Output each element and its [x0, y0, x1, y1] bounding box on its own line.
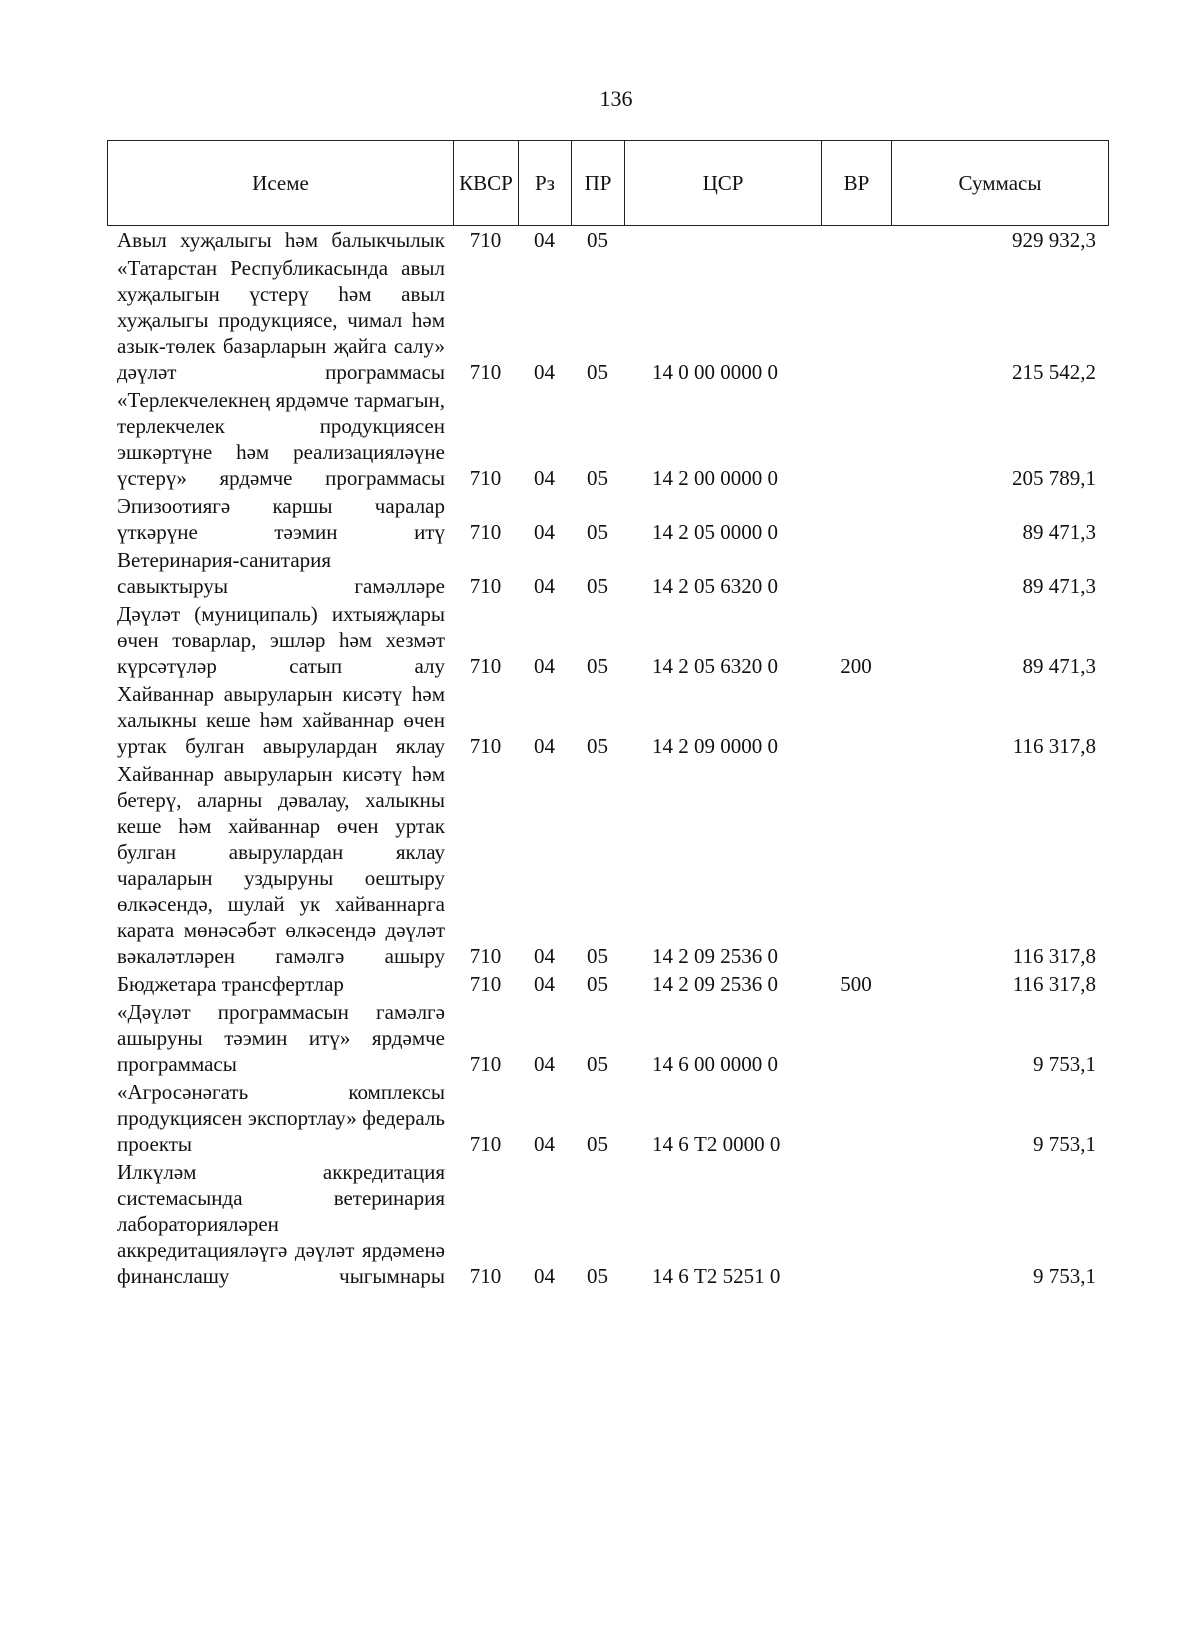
header-rz: Рз [519, 141, 572, 226]
table-row [107, 759, 1108, 969]
cell-name: «Дәүләт программасын гамәлгә ашыруны тәэмин итү» ярдәмче программасы [117, 1000, 445, 1076]
cell-csr: 14 2 00 0000 0 [652, 466, 778, 490]
cell-name: «Агросәнәгать комплексы продукциясен экспортлау» федераль проекты [117, 1080, 445, 1156]
cell-vr [821, 1157, 891, 1289]
cell-sum: 215 542,2 [1012, 360, 1096, 384]
cell-kvsr: 710 [469, 1132, 502, 1156]
header-name: Исеме [108, 141, 454, 226]
cell-rz: 04 [534, 574, 555, 598]
cell-vr: 500 [840, 972, 872, 996]
page-number: 136 [599, 86, 633, 111]
cell-csr: 14 6 00 0000 0 [652, 1052, 778, 1076]
cell-pr: 05 [587, 944, 608, 968]
cell-vr [821, 385, 891, 491]
cell-name: «Терлекчелекнең ярдәмче тармагын, терлекчелек продукциясен эшкәртүне һәм реализацияләүне үстерү» ярдәмче программасы [117, 388, 445, 490]
budget-table-body [107, 227, 1108, 1289]
cell-rz: 04 [534, 654, 555, 678]
cell-name: «Татарстан Республикасында авыл хуҗалыгын үстерү һәм авыл хуҗалыгы продукциясе, чимал һәм азык-төлек базарларын җайга салу» дәүләт программасы [117, 256, 445, 384]
cell-vr [821, 253, 891, 385]
table-row [107, 969, 1108, 997]
cell-sum: 9 753,1 [1033, 1264, 1096, 1288]
table-row [107, 491, 1108, 545]
cell-pr: 05 [587, 466, 608, 490]
cell-rz: 04 [534, 734, 555, 758]
cell-kvsr: 710 [469, 574, 502, 598]
cell-name: Хайваннар авыруларын кисәтү һәм бетерү, аларны дәвалау, халыкны кеше һәм хайваннар өчен уртак булган авырулардан яклау чараларын уздыруны оештыру өлкәсендә, шулай ук хайваннарга карата мөнәсәбәт өлкәсендә дәүләт вәкаләтләрен гамәлгә ашыру [117, 762, 445, 968]
table-row [107, 545, 1108, 599]
cell-sum: 116 317,8 [1012, 972, 1096, 996]
cell-csr: 14 2 05 6320 0 [652, 654, 778, 678]
header-sum: Суммасы [892, 141, 1109, 226]
cell-name: Эпизоотиягә каршы чаралар үткәрүне тәэмин итү [117, 494, 445, 544]
cell-csr: 14 6 Т2 0000 0 [652, 1132, 781, 1156]
cell-sum: 9 753,1 [1033, 1052, 1096, 1076]
cell-csr: 14 6 Т2 5251 0 [652, 1264, 781, 1288]
table-row [107, 1157, 1108, 1289]
cell-csr: 14 2 05 6320 0 [652, 574, 778, 598]
cell-sum: 9 753,1 [1033, 1132, 1096, 1156]
cell-rz: 04 [534, 972, 555, 996]
cell-vr [821, 679, 891, 759]
cell-csr: 14 2 05 0000 0 [652, 520, 778, 544]
cell-name: Дәүләт (муниципаль) ихтыяҗлары өчен товарлар, эшләр һәм хезмәт күрсәтүләр сатып алу [117, 602, 445, 678]
budget-table [107, 227, 1108, 1289]
cell-name: Ветеринария-санитария савыктыруы гамәлләре [117, 548, 445, 598]
cell-kvsr: 710 [469, 228, 502, 252]
table-row [107, 385, 1108, 491]
cell-kvsr: 710 [469, 1264, 502, 1288]
table-row [107, 679, 1108, 759]
cell-rz: 04 [534, 1132, 555, 1156]
cell-pr: 05 [587, 1132, 608, 1156]
cell-rz: 04 [534, 360, 555, 384]
cell-vr [821, 545, 891, 599]
cell-kvsr: 710 [469, 466, 502, 490]
cell-pr: 05 [587, 1052, 608, 1076]
cell-kvsr: 710 [469, 972, 502, 996]
cell-rz: 04 [534, 228, 555, 252]
cell-sum: 205 789,1 [1012, 466, 1096, 490]
cell-kvsr: 710 [469, 654, 502, 678]
cell-pr: 05 [587, 574, 608, 598]
cell-sum: 929 932,3 [1012, 228, 1096, 252]
cell-vr [821, 227, 891, 253]
table-row [107, 599, 1108, 679]
header-pr: ПР [572, 141, 625, 226]
cell-pr: 05 [587, 228, 608, 252]
cell-name: Хайваннар авыруларын кисәтү һәм халыкны кеше һәм хайваннар өчен уртак булган авырулардан яклау [117, 682, 445, 758]
cell-kvsr: 710 [469, 360, 502, 384]
cell-rz: 04 [534, 466, 555, 490]
cell-csr: 14 2 09 2536 0 [652, 944, 778, 968]
cell-pr: 05 [587, 360, 608, 384]
cell-rz: 04 [534, 944, 555, 968]
cell-rz: 04 [534, 520, 555, 544]
cell-vr [821, 1077, 891, 1157]
table-row [107, 227, 1108, 253]
cell-sum: 116 317,8 [1012, 944, 1096, 968]
cell-kvsr: 710 [469, 520, 502, 544]
cell-vr [821, 491, 891, 545]
header-kvsr: КВСР [454, 141, 519, 226]
cell-pr: 05 [587, 520, 608, 544]
cell-vr [821, 759, 891, 969]
header-vr: ВР [822, 141, 892, 226]
cell-sum: 89 471,3 [1022, 654, 1096, 678]
table-row [107, 1077, 1108, 1157]
cell-pr: 05 [587, 654, 608, 678]
cell-kvsr: 710 [469, 944, 502, 968]
cell-kvsr: 710 [469, 734, 502, 758]
cell-name: Бюджетара трансфертлар [117, 972, 344, 996]
cell-vr [821, 997, 891, 1077]
table-row [107, 997, 1108, 1077]
cell-pr: 05 [587, 734, 608, 758]
cell-name: Илкүләм аккредитация системасында ветеринария лабораторияләрен аккредитацияләүгә дәүләт ярдәменә финанслашу чыгымнары [117, 1160, 445, 1288]
table-header [107, 140, 1109, 226]
table-row [107, 253, 1108, 385]
cell-sum: 89 471,3 [1022, 574, 1096, 598]
cell-csr: 14 2 09 0000 0 [652, 734, 778, 758]
cell-sum: 89 471,3 [1022, 520, 1096, 544]
cell-rz: 04 [534, 1264, 555, 1288]
cell-kvsr: 710 [469, 1052, 502, 1076]
cell-pr: 05 [587, 1264, 608, 1288]
cell-csr: 14 0 00 0000 0 [652, 360, 778, 384]
header-csr: ЦСР [625, 141, 822, 226]
cell-pr: 05 [587, 972, 608, 996]
cell-csr: 14 2 09 2536 0 [652, 972, 778, 996]
cell-sum: 116 317,8 [1012, 734, 1096, 758]
cell-rz: 04 [534, 1052, 555, 1076]
cell-name: Авыл хуҗалыгы һәм балыкчылык [117, 228, 445, 252]
cell-csr [624, 227, 821, 253]
cell-vr: 200 [840, 654, 872, 678]
